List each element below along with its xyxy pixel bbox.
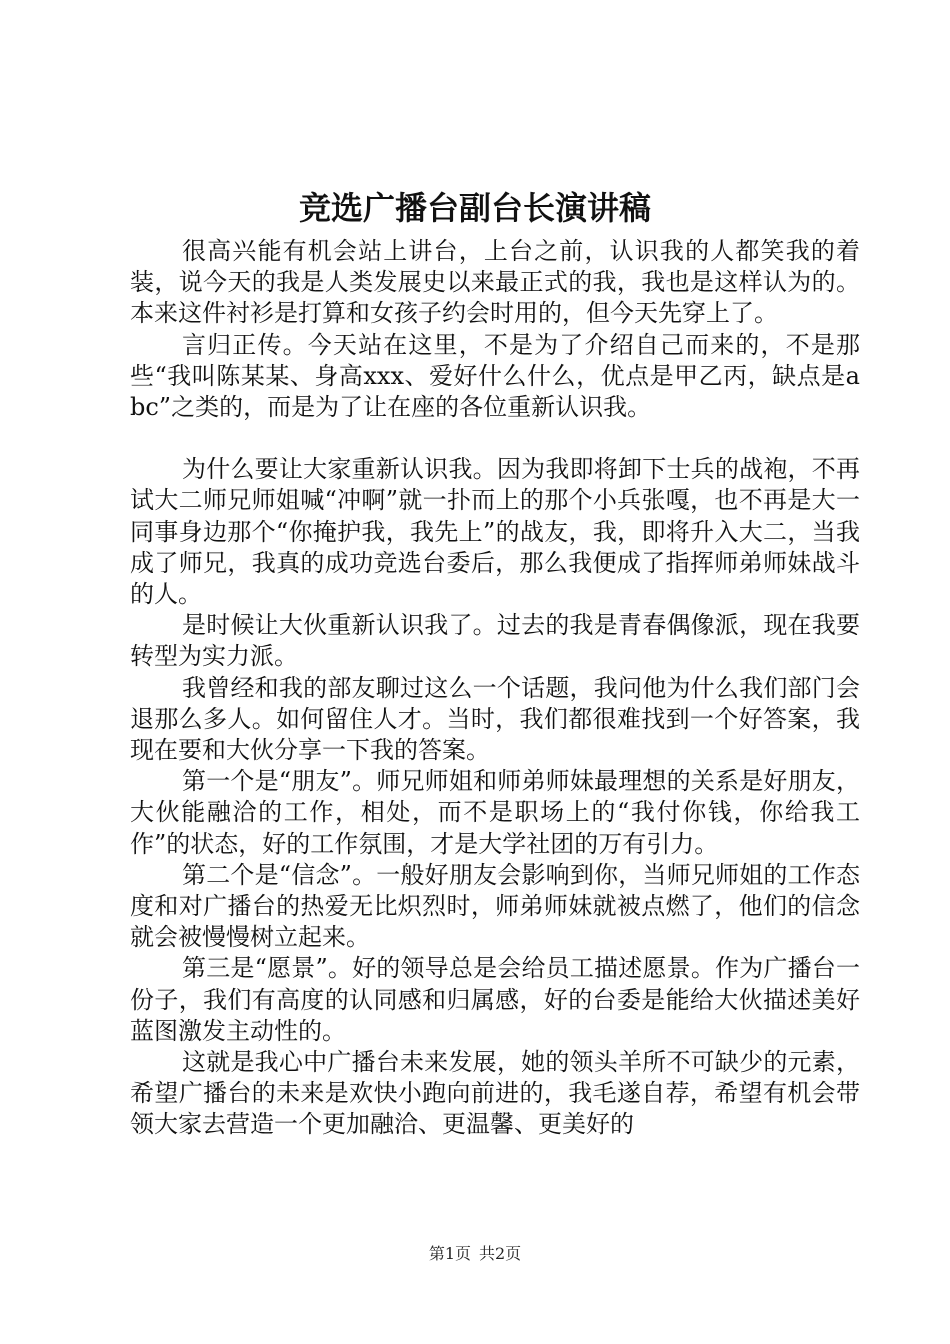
paragraph-4: 是时候让大伙重新认识我了。过去的我是青春偶像派，现在我要转型为实力派。 bbox=[130, 611, 860, 671]
page-number: 第1页 bbox=[428, 1244, 471, 1263]
paragraph-6: 第一个是“朋友”。师兄师姐和师弟师妹最理想的关系是好朋友，大伙能融洽的工作，相处，而不是职场上的“我付你钱，你给我工作”的状态，好的工作氛围，才是大学社团的万有引力。 bbox=[130, 767, 860, 858]
document-body bbox=[130, 236, 860, 1141]
page-footer bbox=[0, 1243, 950, 1265]
paragraph-1: 很高兴能有机会站上讲台，上台之前，认识我的人都笑我的着装，说今天的我是人类发展史以来最正式的我，我也是这样认为的。本来这件衬衫是打算和女孩子约会时用的，但今天先穿上了。 bbox=[130, 237, 860, 328]
paragraph-3: 为什么要让大家重新认识我。因为我即将卸下士兵的战袍，不再试大二师兄师姐喊“冲啊”就一扑而上的那个小兵张嘎，也不再是大一同事身边那个“你掩护我，我先上”的战友，我，即将升入大二，当我成了师兄，我真的成功竞选台委后，那么我便成了指挥师弟师妹战斗的人。 bbox=[130, 455, 860, 609]
paragraph-spacer bbox=[130, 423, 860, 454]
paragraph-5: 我曾经和我的部友聊过这么一个话题，我问他为什么我们部门会退那么多人。如何留住人才。当时，我们都很难找到一个好答案，我现在要和大伙分享一下我的答案。 bbox=[130, 673, 860, 765]
page-total: 共2页 bbox=[479, 1244, 522, 1263]
paragraph-9: 这就是我心中广播台未来发展，她的领头羊所不可缺少的元素，希望广播台的未来是欢快小跑向前进的，我毛遂自荐，希望有机会带领大家去营造一个更加融洽、更温馨、更美好的 bbox=[130, 1048, 860, 1139]
paragraph-8: 第三是“愿景”。好的领导总是会给员工描述愿景。作为广播台一份子，我们有高度的认同感和归属感，好的台委是能给大伙描述美好蓝图激发主动性的。 bbox=[130, 954, 860, 1045]
paragraph-2: 言归正传。今天站在这里，不是为了介绍自己而来的，不是那些“我叫陈某某、身高xxx、爱好什么什么，优点是甲乙丙，缺点是abc”之类的，而是为了让在座的各位重新认识我。 bbox=[130, 330, 860, 422]
document-title: 竞选广播台副台长演讲稿 bbox=[298, 189, 651, 227]
paragraph-7: 第二个是“信念”。一般好朋友会影响到你，当师兄师姐的工作态度和对广播台的热爱无比炽烈时，师弟师妹就被点燃了，他们的信念就会被慢慢树立起来。 bbox=[130, 860, 860, 952]
